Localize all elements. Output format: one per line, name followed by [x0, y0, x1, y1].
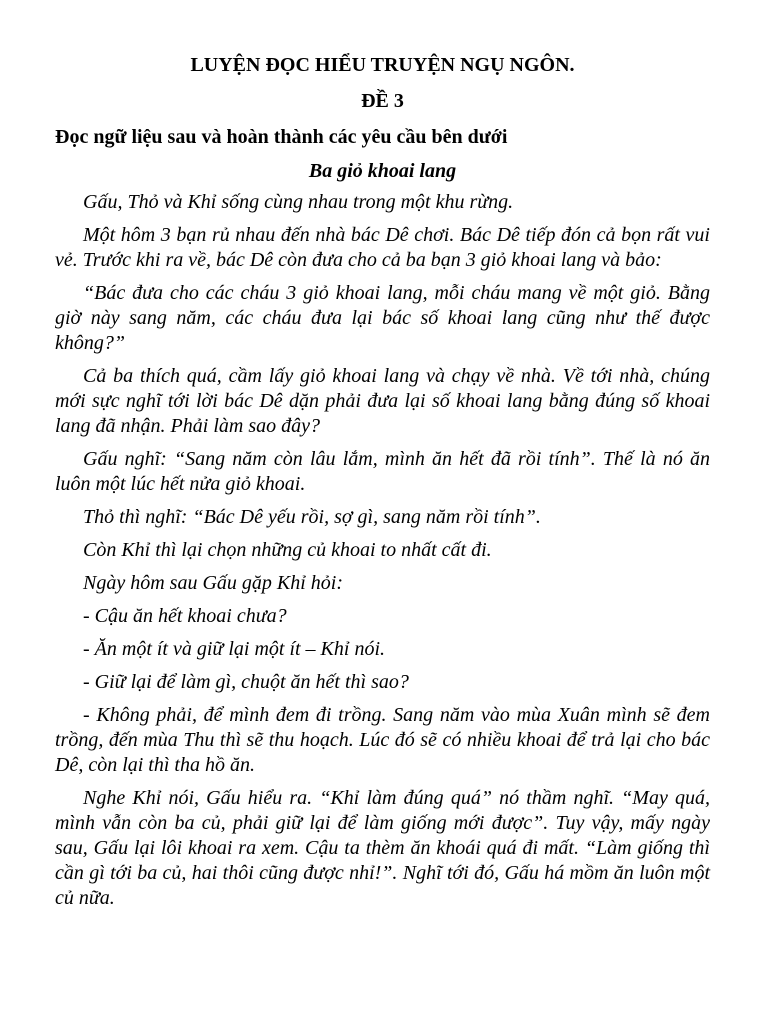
instruction-text: Đọc ngữ liệu sau và hoàn thành các yêu cầu bên dưới — [55, 126, 508, 148]
dialogue-line: - Ăn một ít và giữ lại một ít – Khỉ nói. — [83, 638, 386, 660]
dialogue-line: - Không phải, để mình đem đi trồng. Sang năm vào mùa Xuân mình sẽ đem trồng, đến mùa Thu thì sẽ thu hoạch. Lúc đó sẽ có nhiều khoai để trả lại cho bác Dê, còn lại thì tha hồ ăn. — [55, 704, 710, 776]
document-page — [55, 52, 710, 919]
story-paragraph: Gấu nghĩ: “Sang năm còn lâu lắm, mình ăn hết đã rồi tính”. Thế là nó ăn luôn một lúc hết nửa giỏ khoai. — [55, 448, 710, 495]
story-paragraph: Nghe Khỉ nói, Gấu hiểu ra. “Khỉ làm đúng quá” nó thầm nghĩ. “May quá, mình vẫn còn ba củ, phải giữ lại để làm giống mới được”. Tuy vậy, mấy ngày sau, Gấu lại lôi khoai ra xem. Cậu ta thèm ăn khoái quá đi mất. “Làm giống thì cần gì tới ba củ, hai thôi cũng được nhỉ!”. Nghĩ tới đó, Gấu há mồm ăn luôn một củ nữa. — [55, 787, 710, 909]
story-paragraph: “Bác đưa cho các cháu 3 giỏ khoai lang, mỗi cháu mang về một giỏ. Bằng giờ này sang năm, các cháu đưa lại bác số khoai lang cũng như thế được không?” — [55, 282, 710, 354]
exercise-number: ĐỀ 3 — [361, 90, 404, 112]
story-title: Ba giỏ khoai lang — [308, 160, 457, 182]
story-paragraph: Ngày hôm sau Gấu gặp Khỉ hỏi: — [83, 572, 343, 594]
story-paragraph: Cả ba thích quá, cầm lấy giỏ khoai lang và chạy về nhà. Về tới nhà, chúng mới sực nghĩ tới lời bác Dê dặn phải đưa lại số khoai lang bằng đúng số khoai lang đã nhận. Phải làm sao đây? — [55, 365, 710, 437]
story-paragraph: Còn Khỉ thì lại chọn những củ khoai to nhất cất đi. — [83, 539, 492, 561]
story-paragraph: Một hôm 3 bạn rủ nhau đến nhà bác Dê chơi. Bác Dê tiếp đón cả bọn rất vui vẻ. Trước khi ra về, bác Dê còn đưa cho cả ba bạn 3 giỏ khoai lang và bảo: — [55, 224, 710, 271]
story-paragraph: Gấu, Thỏ và Khỉ sống cùng nhau trong một khu rừng. — [83, 191, 514, 213]
document-title: LUYỆN ĐỌC HIỂU TRUYỆN NGỤ NGÔN. — [190, 54, 575, 76]
dialogue-line: - Giữ lại để làm gì, chuột ăn hết thì sao? — [83, 671, 409, 693]
dialogue-line: - Cậu ăn hết khoai chưa? — [83, 605, 287, 627]
story-paragraph: Thỏ thì nghĩ: “Bác Dê yếu rồi, sợ gì, sang năm rồi tính”. — [83, 506, 541, 528]
